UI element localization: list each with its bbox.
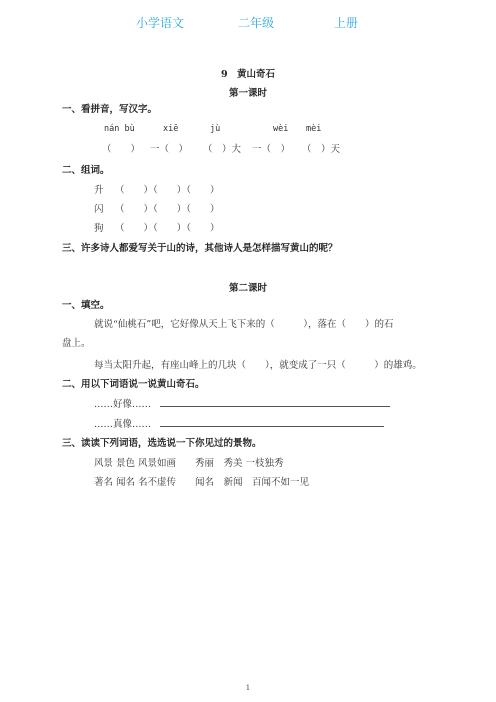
- l1-q1-heading: 一、看拼音，写汉字。: [62, 104, 158, 115]
- pinyin-2: xiē: [163, 124, 179, 134]
- pinyin-blank-5[interactable]: （ ）天: [302, 144, 341, 155]
- lesson1-title: 第一课时: [228, 88, 267, 99]
- fill-paragraph-1-line2: 盘上。: [62, 338, 91, 349]
- word-list-row-1: 风景 景色 风景如画 秀丽 秀美 一枝独秀: [94, 458, 284, 469]
- header-grade: 二年级: [238, 16, 275, 30]
- phrase-haoxiang: ……好像……: [94, 399, 152, 410]
- pinyin-5: mèi: [306, 124, 322, 134]
- word-char-2: 闪: [94, 204, 104, 215]
- page-number: 1: [245, 684, 251, 692]
- l2-q1-heading: 一、填空。: [62, 300, 110, 311]
- word-blanks-1[interactable]: （ ）（ ）（ ）: [115, 185, 220, 196]
- header-volume: 上册: [334, 16, 359, 30]
- lesson-title: 9 黄山奇石: [220, 69, 276, 80]
- pinyin-3: jù: [210, 124, 221, 134]
- l1-q3-heading: 三、许多诗人都爱写关于山的诗，其他诗人是怎样描写黄山的呢？: [62, 243, 338, 254]
- pinyin-1: nán bù: [104, 124, 135, 134]
- l2-q3-heading: 三、读读下列词语，选选说一下你见过的景物。: [62, 438, 262, 449]
- pinyin-blank-2[interactable]: 一（ ）: [150, 144, 189, 155]
- fill-paragraph-1-line1: 就说“仙桃石”吧，它好像从天上飞下来的（ ），落在（ ）的石: [94, 319, 394, 330]
- pinyin-blank-3[interactable]: （ ）大: [203, 144, 242, 155]
- pinyin-blank-1[interactable]: （ ）: [102, 144, 141, 155]
- lesson2-title: 第二课时: [228, 283, 267, 294]
- word-list-row-2: 著名 闻名 名不虚传 闻名 新闻 百闻不如一见: [94, 477, 310, 488]
- answer-line-2[interactable]: [160, 426, 384, 427]
- word-char-1: 升: [94, 185, 104, 196]
- word-char-3: 狗: [94, 223, 104, 234]
- phrase-zhenxiang: ……真像……: [94, 419, 152, 430]
- answer-line-1[interactable]: [160, 406, 390, 407]
- word-blanks-3[interactable]: （ ）（ ）（ ）: [115, 223, 220, 234]
- header-subject: 小学语文: [136, 16, 185, 30]
- word-blanks-2[interactable]: （ ）（ ）（ ）: [115, 204, 220, 215]
- l1-q2-heading: 二、组词。: [62, 165, 110, 176]
- fill-paragraph-2: 每当太阳升起，有座山峰上的几块（ ），就变成了一只（ ）的雄鸡。: [94, 360, 422, 371]
- page-header: [0, 14, 496, 32]
- l2-q2-heading: 二、用以下词语说一说黄山奇石。: [62, 379, 205, 390]
- pinyin-4: wèi: [273, 124, 289, 134]
- pinyin-blank-4[interactable]: 一（ ）: [252, 144, 291, 155]
